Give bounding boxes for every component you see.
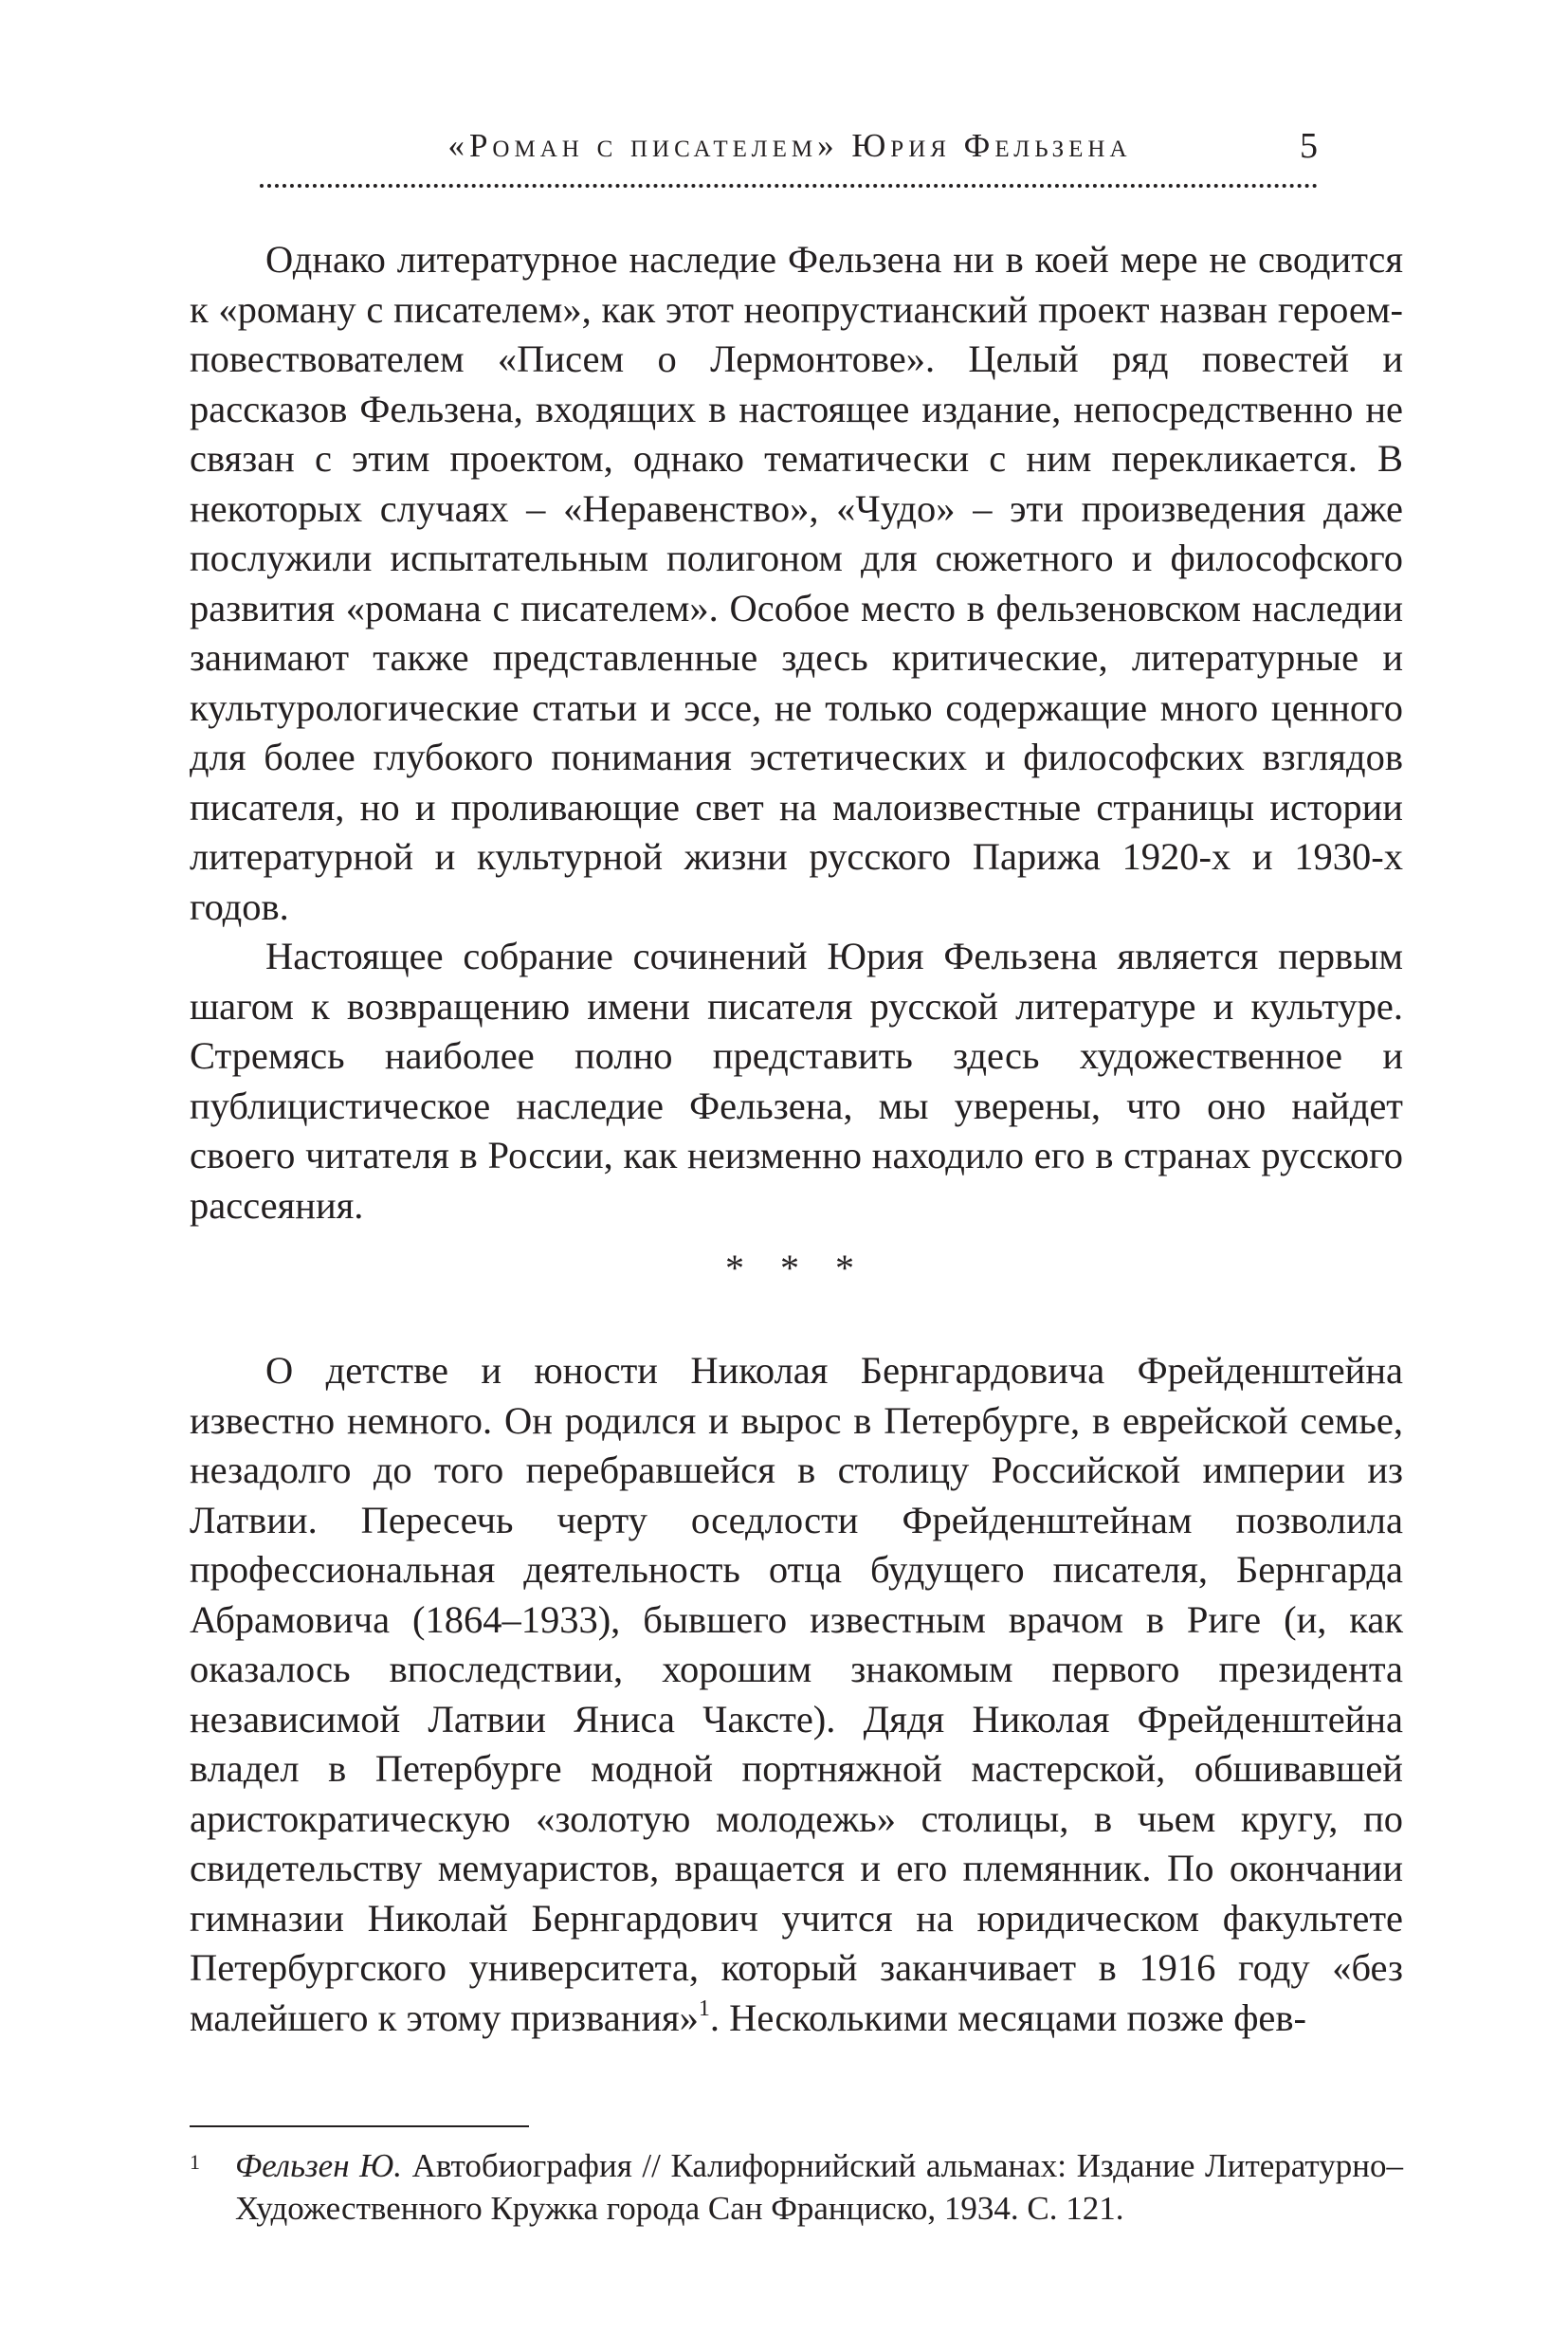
footnote-reference: 1 xyxy=(698,1996,710,2021)
paragraph-3 xyxy=(190,1346,1403,2043)
running-header xyxy=(260,125,1318,201)
paragraph-1: Однако литературное наследие Фельзена ни в коей мере не сводится к «роману с писателем», как этот неопрустианский проект назван героем-повествователем «Писем о Лермонтове». Целый ряд повестей и рассказов Фельзена, входящих в настоящее издание, непосредственно не связан с этим проектом, однако тематически с ним перекликается. В некоторых случаях – «Неравенство», «Чудо» – эти произведения даже послужили испытательным полигоном для сюжетного и философского развития «романа с писателем». Особое место в фельзеновском наследии занимают также представленные здесь критические, литературные и культурологические статьи и эссе, не только содержащие много ценного для более глубокого понимания эстетических и философских взглядов писателя, но и проливающие свет на малоизвестные страницы истории литературной и культурной жизни русского Парижа 1920-х и 1930-х годов. xyxy=(190,238,1403,928)
footnote-1 xyxy=(190,2144,1403,2230)
footnote-text: Автобиография // Калифорнийский альманах: Издание Литературно–Художественного Кружка города Сан Франциско, 1934. С. 121. xyxy=(235,2147,1403,2227)
page-number: 5 xyxy=(1300,126,1318,166)
footnote-separator xyxy=(190,2125,529,2127)
footnote-mark: 1 xyxy=(190,2150,200,2174)
section-1-text xyxy=(190,235,1403,1230)
footnote-author: Фельзен Ю. xyxy=(235,2147,403,2184)
paragraph-3-text: О детстве и юности Николая Бернгардовича Фрейденштейна известно немного. Он родился и вырос в Петербурге, в еврейской семье, незадолго до того перебравшейся в столицу Российской империи из Латвии. Пересечь черту оседлости Фрейденштейнам позволила профессиональная деятельность отца будущего писателя, Бернгарда Абрамовича (1864–1933), бывшего известным врачом в Риге (и, как оказалось впоследствии, хорошим знакомым первого президента независимой Латвии Яниса Чаксте). Дядя Николая Фрейденштейна владел в Петербурге модной портняжной мастерской, обшивавшей аристократическую «золотую молодежь» столицы, в чьем кругу, по свидетельству мемуаристов, вращается и его племянник. По окончании гимназии Николай Бернгардович учится на юридическом факультете Петербургского университета, который заканчивает в 1916 году «без малейшего к этому призвания» xyxy=(190,1349,1403,2039)
running-title: «Роман с писателем» Юрия Фельзена xyxy=(447,127,1132,164)
paragraph-3-continuation: . Несколькими месяцами позже фев- xyxy=(709,1996,1307,2039)
section-break-asterism: * * * xyxy=(725,1247,867,1289)
header-dotted-rule xyxy=(260,184,1318,188)
footnote-body xyxy=(235,2144,1403,2230)
paragraph-2: Настоящее собрание сочинений Юрия Фельзена является первым шагом к возвращению имени писателя русской литературе и культуре. Стремясь наиболее полно представить здесь художественное и публицистическое наследие Фельзена, мы уверены, что оно найдет своего читателя в России, как неизменно находило его в странах русского рассеяния. xyxy=(190,935,1403,1227)
section-2-text xyxy=(190,1346,1403,2043)
